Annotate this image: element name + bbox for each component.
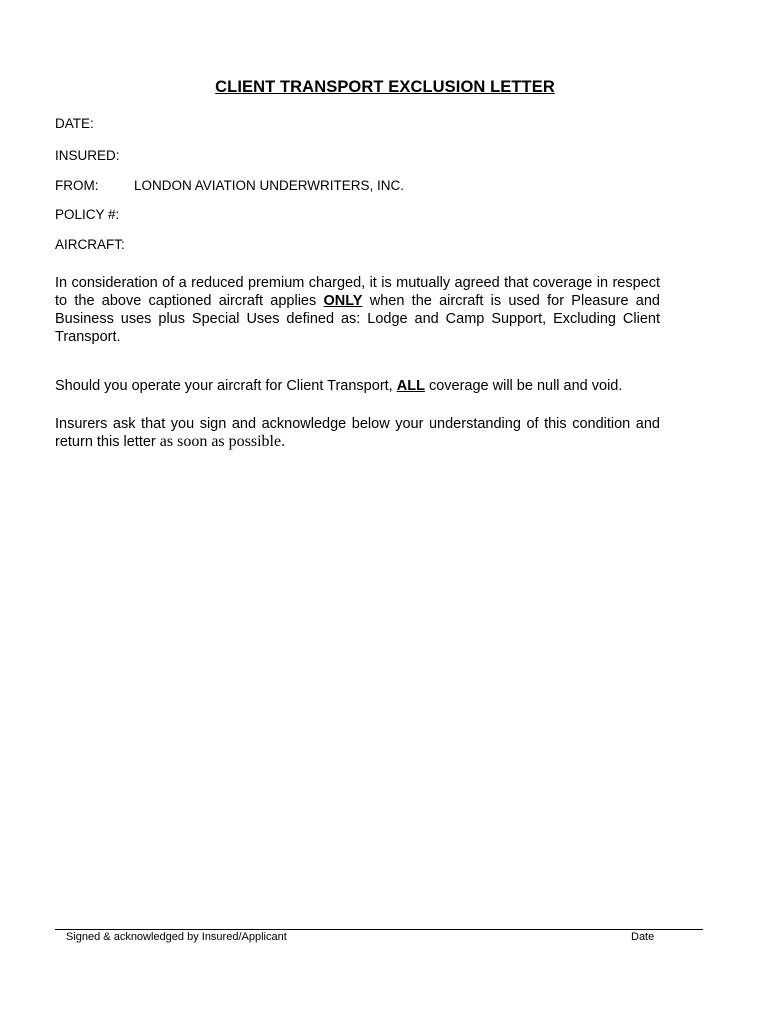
from-label: FROM: bbox=[55, 178, 99, 193]
coverage-paragraph bbox=[55, 274, 660, 346]
client-transport-text-part1: Should you operate your aircraft for Client Transport, bbox=[55, 378, 397, 394]
policy-label: POLICY #: bbox=[55, 207, 120, 222]
date-label: DATE: bbox=[55, 116, 94, 131]
acknowledge-text-part1: Insurers ask that you sign and acknowledge below your understanding of this condition and return this letter bbox=[55, 416, 660, 450]
all-emphasis: ALL bbox=[396, 378, 425, 394]
acknowledge-paragraph bbox=[55, 415, 660, 451]
from-field bbox=[55, 178, 405, 193]
client-transport-text-part2: coverage will be null and void. bbox=[424, 378, 623, 394]
date-signature-label: Date bbox=[631, 931, 655, 943]
coverage-text-part2: when the aircraft is used for Pleasure and Business uses plus Special Uses defined as: Lodge and Camp Support, Excluding Client Transport. bbox=[55, 293, 660, 345]
client-transport-paragraph bbox=[55, 377, 660, 395]
document-title: CLIENT TRANSPORT EXCLUSION LETTER bbox=[215, 78, 555, 96]
insured-field bbox=[55, 148, 120, 163]
aircraft-label: AIRCRAFT: bbox=[55, 237, 125, 252]
insured-label: INSURED: bbox=[55, 148, 120, 163]
from-value: LONDON AVIATION UNDERWRITERS, INC. bbox=[134, 178, 405, 193]
signature-line bbox=[55, 929, 703, 930]
signature-label: Signed & acknowledged by Insured/Applicant bbox=[66, 931, 287, 943]
aircraft-field bbox=[55, 237, 125, 252]
only-emphasis: ONLY bbox=[323, 293, 363, 309]
date-field bbox=[55, 116, 94, 131]
coverage-text-part1: In consideration of a reduced premium charged, it is mutually agreed that coverage in respect to the above captioned aircraft applies bbox=[55, 275, 660, 309]
acknowledge-text-part2: as soon as possible. bbox=[159, 433, 286, 450]
policy-field bbox=[55, 207, 119, 222]
